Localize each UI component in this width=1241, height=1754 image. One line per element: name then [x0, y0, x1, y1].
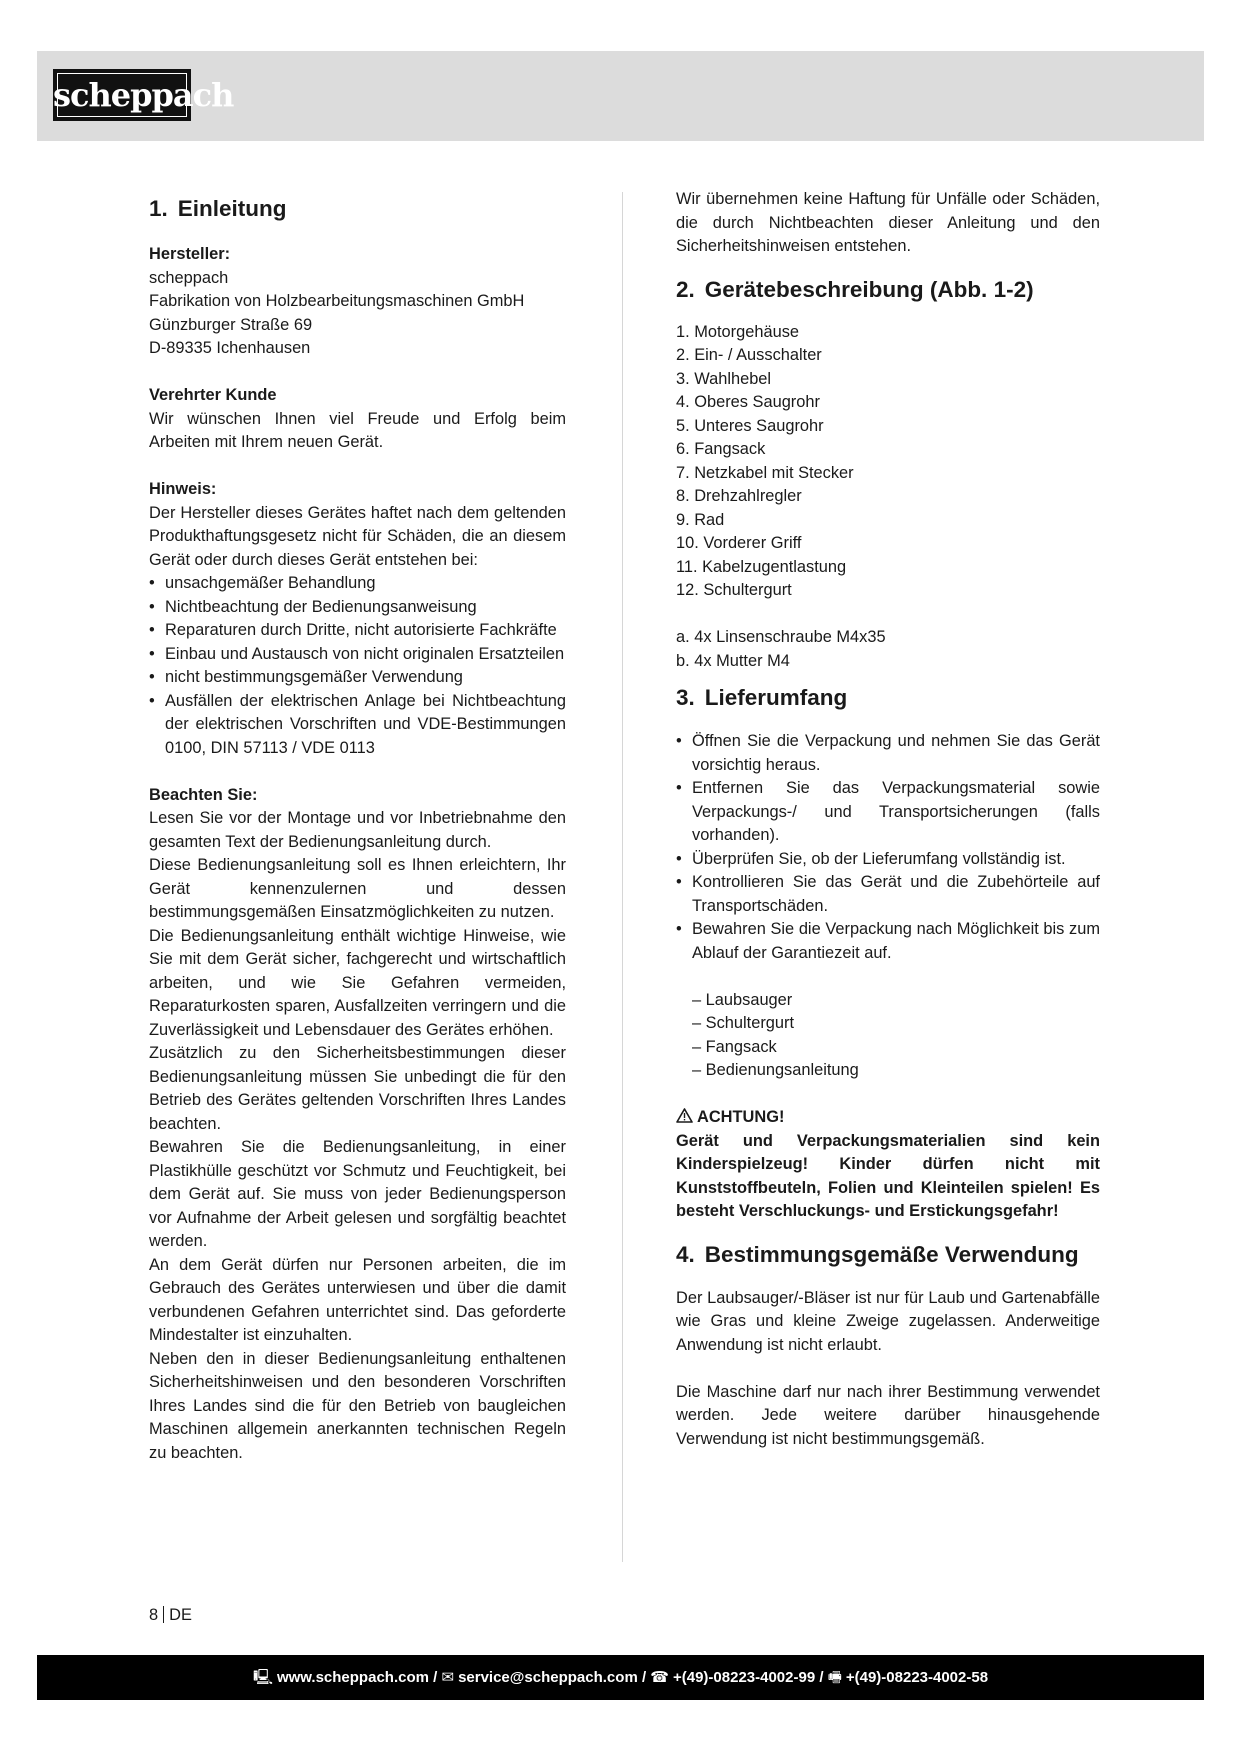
- kunde-text: Wir wünschen Ihnen viel Freude und Erfolg beim Arbeiten mit Ihrem neuen Gerät.: [149, 409, 566, 451]
- list-item: 10. Vorderer Griff: [676, 534, 802, 552]
- list-item: b. 4x Mutter M4: [676, 651, 790, 670]
- liability-intro: Wir übernehmen keine Haftung für Unfälle oder Schäden, die durch Nichtbeachten dieser Anleitung und den Sicherheitshinweisen entstehen.: [676, 190, 1100, 255]
- list-item: – Laubsauger: [692, 990, 793, 1009]
- usage-paragraph: Der Laubsauger/-Bläser ist nur für Laub und Gartenabfälle wie Gras und kleine Zweige zugelassen. Anderweitige Anwendung ist nicht erlaubt.: [676, 1288, 1100, 1354]
- column-divider: [622, 192, 623, 1562]
- section-heading-geraetebeschreibung: 2. Gerätebeschreibung (Abb. 1-2): [676, 276, 1034, 302]
- beachten-paragraph: An dem Gerät dürfen nur Personen arbeiten, die im Gebrauch des Gerätes unterwiesen und über die damit verbundenen Gefahren unterrichtet sind. Das geforderte Mindestalter ist einzuhalten.: [149, 1255, 566, 1344]
- page-header: [37, 51, 1204, 141]
- list-item: 3. Wahlhebel: [676, 369, 772, 388]
- list-item: • nicht bestimmungsgemäßer Verwendung: [149, 666, 566, 690]
- hinweis-text: Der Hersteller dieses Gerätes haftet nach dem geltenden Produkthaftungsgesetz nicht für Schäden, die an diesem Gerät oder durch dieses Gerät entstehen bei:: [149, 503, 566, 569]
- beachten-paragraph: Diese Bedienungsanleitung soll es Ihnen erleichtern, Ihr Gerät kennenzulernen und dessen bestimmungsgemäßen Einsatzmöglichkeiten zu nutzen.: [149, 856, 566, 921]
- email-icon: ✉: [441, 1669, 455, 1686]
- list-item: • Einbau und Austausch von nicht originalen Ersatzteilen: [149, 643, 566, 667]
- fax-icon: 🖷: [827, 1669, 842, 1686]
- section-heading-lieferumfang: 3. Lieferumfang: [676, 685, 848, 710]
- scheppach-logo: scheppach: [53, 69, 191, 121]
- section-heading-einleitung: 1. Einleitung: [149, 196, 287, 221]
- list-item: • Öffnen Sie die Verpackung und nehmen Sie das Gerät vorsichtig heraus.: [676, 730, 1100, 777]
- list-item: • Bewahren Sie die Verpackung nach Möglichkeit bis zum Ablauf der Garantiezeit auf.: [676, 918, 1100, 965]
- hersteller-label: Hersteller:: [149, 245, 231, 263]
- beachten-paragraph: Lesen Sie vor der Montage und vor Inbetriebnahme den gesamten Text der Bedienungsanleitung durch.: [149, 809, 566, 851]
- list-item: • unsachgemäßer Behandlung: [149, 572, 566, 596]
- fax-number: +(49)-08223-4002-58: [845, 1669, 989, 1686]
- usage-paragraph: Die Maschine darf nur nach ihrer Bestimmung verwendet werden. Jede weitere darüber hinausgehende Verwendung ist nicht bestimmungsgemäß.: [676, 1382, 1100, 1448]
- list-item: 9. Rad: [676, 510, 725, 529]
- page-footer: 🖳 www.scheppach.com / ✉ service@scheppach.com / ☎ +(49)-08223-4002-99 / 🖷 +(49)-08223-4002-58: [37, 1655, 1204, 1700]
- beachten-paragraph: Die Bedienungsanleitung enthält wichtige Hinweise, wie Sie mit dem Gerät sicher, fachgerecht und wirtschaftlich arbeiten, und wie Sie Gefahren vermeiden, Reparaturkosten sparen, Ausfallzeiten verringern und die Zuverlässigkeit und Lebensdauer des Gerätes erhöhen.: [149, 926, 566, 1039]
- list-item: • Kontrollieren Sie das Gerät und die Zubehörteile auf Transportschäden.: [676, 871, 1100, 918]
- list-item: – Fangsack: [692, 1037, 777, 1056]
- list-item: • Überprüfen Sie, ob der Lieferumfang vollständig ist.: [676, 848, 1100, 872]
- kunde-label: Verehrter Kunde: [149, 386, 277, 404]
- list-item: – Schultergurt: [692, 1014, 795, 1032]
- beachten-paragraph: Neben den in dieser Bedienungsanleitung enthaltenen Sicherheitshinweisen und den besonderen Vorschriften Ihres Landes sind die für den Betrieb von baugleichen Maschinen allgemein anerkannten technischen Regeln zu beachten.: [149, 1349, 566, 1462]
- list-item: 5. Unteres Saugrohr: [676, 416, 824, 435]
- list-item: 4. Oberes Saugrohr: [676, 393, 820, 411]
- list-item: 7. Netzkabel mit Stecker: [676, 463, 854, 482]
- phone-number: +(49)-08223-4002-99: [672, 1669, 816, 1686]
- lieferumfang-list: [676, 730, 1100, 965]
- website-link[interactable]: www.scheppach.com: [276, 1669, 429, 1686]
- list-item: 11. Kabelzugentlastung: [676, 557, 847, 576]
- right-column: [676, 188, 1100, 1451]
- phone-icon: ☎: [650, 1669, 669, 1686]
- warning-text: Gerät und Verpackungsmaterialien sind kein Kinderspielzeug! Kinder dürfen nicht mit Kunststoffbeuteln, Folien und Kleinteilen spielen! Es besteht Verschluckungs- und Erstickungsgefahr!: [676, 1131, 1100, 1220]
- list-item: 8. Drehzahlregler: [676, 487, 802, 505]
- list-item: • Entfernen Sie das Verpackungsmaterial sowie Verpackungs-/ und Transportsicherungen (falls vorhanden).: [676, 777, 1100, 848]
- warning-triangle-icon: [676, 1108, 693, 1123]
- parts-list: [676, 321, 1100, 603]
- list-item: 6. Fangsack: [676, 440, 766, 458]
- list-item: 1. Motorgehäuse: [676, 322, 800, 341]
- beachten-label: Beachten Sie:: [149, 785, 258, 804]
- warning-title: ACHTUNG!: [676, 1106, 1100, 1130]
- list-item: – Bedienungsanleitung: [692, 1061, 859, 1079]
- list-item: • Nichtbeachtung der Bedienungsanweisung: [149, 596, 566, 620]
- list-item: 12. Schultergurt: [676, 581, 792, 599]
- beachten-paragraph: Bewahren Sie die Bedienungsanleitung, in einer Plastikhülle geschützt vor Schmutz und Feuchtigkeit, bei dem Gerät auf. Sie muss von jeder Bedienungsperson vor Aufnahme der Arbeit gelesen und sorgfältig beachtet werden.: [149, 1138, 566, 1250]
- computer-icon: 🖳: [252, 1669, 273, 1686]
- list-item: 2. Ein- / Ausschalter: [676, 346, 822, 364]
- list-item: a. 4x Linsenschraube M4x35: [676, 628, 886, 646]
- list-item: • Ausfällen der elektrischen Anlage bei Nichtbeachtung der elektrischen Vorschriften und VDE-Bestimmungen 0100, DIN 57113 / VDE 0113: [149, 690, 566, 761]
- section-heading-verwendung: 4. Bestimmungsgemäße Verwendung: [676, 1241, 1079, 1267]
- hinweis-list: [149, 572, 566, 760]
- email-link[interactable]: service@scheppach.com: [458, 1669, 638, 1686]
- list-item: • Reparaturen durch Dritte, nicht autorisierte Fachkräfte: [149, 619, 566, 643]
- beachten-paragraph: Zusätzlich zu den Sicherheitsbestimmungen dieser Bedienungsanleitung müssen Sie unbedingt die für den Betrieb des Gerätes geltenden Vorschriften Ihres Landes beachten.: [149, 1044, 566, 1133]
- accessories-list: [676, 626, 1100, 673]
- scope-list: [676, 989, 1100, 1083]
- hinweis-label: Hinweis:: [149, 480, 217, 498]
- manufacturer-address: scheppach Fabrikation von Holzbearbeitungsmaschinen GmbH Günzburger Straße 69 D-89335 Ichenhausen: [149, 268, 525, 357]
- left-column: [149, 188, 566, 1465]
- page-number: 8 DE: [149, 1606, 192, 1624]
